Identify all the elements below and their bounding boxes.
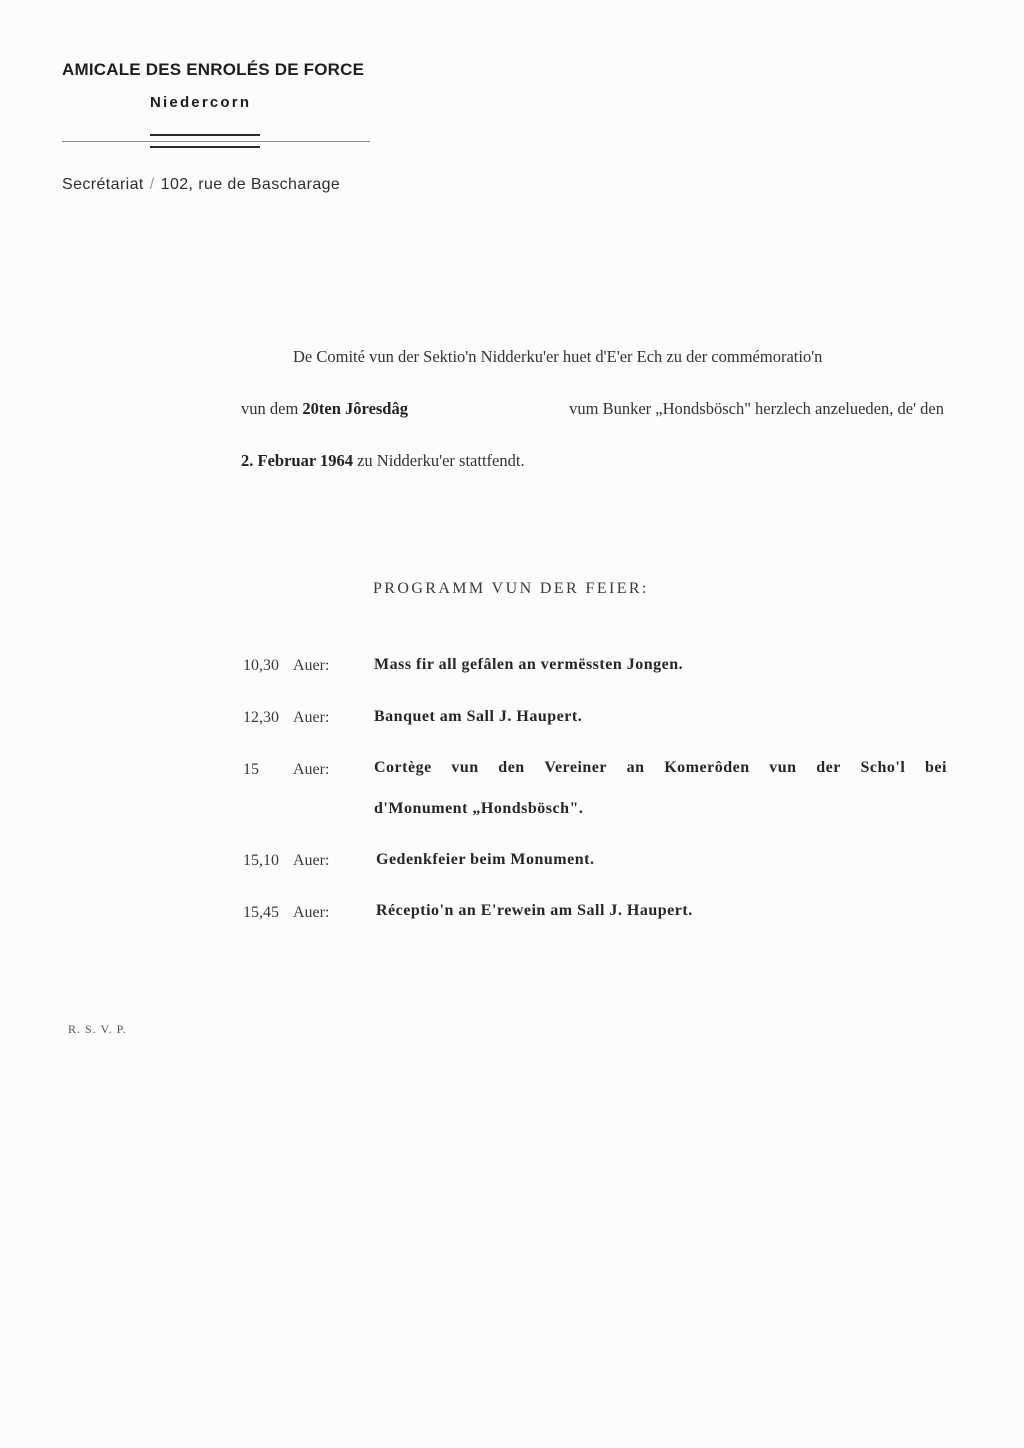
program-time: 15 Auer: <box>243 761 330 778</box>
secretariat-address <box>62 176 340 194</box>
anniversary-text: 20ten Jôresdâg <box>302 399 408 418</box>
organization-name: AMICALE DES ENROLÉS DE FORCE <box>62 60 365 79</box>
program-title: PROGRAMM VUN DER FEIER: <box>373 580 649 597</box>
event-date: 2. Februar 1964 <box>241 451 353 470</box>
rsvp-note: R. S. V. P. <box>68 1022 127 1036</box>
secretariat-label: Secrétariat <box>62 176 144 193</box>
description-word: an <box>626 759 645 776</box>
description-word: den <box>498 759 525 776</box>
intro-line-3: 2. Februar 1964 zu Nidderku'er stattfendt. <box>241 451 525 470</box>
program-time: 12,30 Auer: <box>243 709 330 726</box>
header-double-rule-bottom <box>150 146 260 148</box>
address-text: 102, rue de Bascharage <box>160 176 341 193</box>
description-word: bei <box>924 759 947 776</box>
program-time: 15,10 Auer: <box>243 852 330 869</box>
header-double-rule-top <box>150 134 260 136</box>
address-separator: / <box>149 176 155 193</box>
description-word: vun <box>451 759 479 776</box>
description-word: der <box>816 759 841 776</box>
program-description-continued: d'Monument „Hondsbösch". <box>374 800 584 817</box>
description-word: Vereiner <box>544 759 608 776</box>
organization-city: Niedercorn <box>150 94 252 111</box>
intro-line-2-start: vun dem 20ten Jôresdâg <box>241 399 408 418</box>
description-word: Scho'l <box>860 759 906 776</box>
program-description <box>374 759 947 777</box>
program-description: Réceptio'n an E'rewein am Sall J. Haupert. <box>376 902 693 919</box>
intro-line-1: De Comité vun der Sektio'n Nidderku'er huet d'E'er Ech zu der commémoratio'n <box>293 347 823 366</box>
program-time: 15,45 Auer: <box>243 904 330 921</box>
header-rule <box>62 141 370 142</box>
intro-line-2-rest: vum Bunker „Hondsbösch" herzlech anzelueden, de' den <box>569 399 944 418</box>
program-time: 10,30 Auer: <box>243 657 330 674</box>
program-description: Mass fir all gefâlen an vermëssten Jongen. <box>374 656 684 673</box>
intro-line-2 <box>241 399 944 419</box>
description-word: Cortège <box>374 759 432 776</box>
program-description-justified <box>374 759 947 777</box>
description-word: Komerôden <box>664 759 750 776</box>
program-description: Gedenkfeier beim Monument. <box>376 851 595 868</box>
program-description: Banquet am Sall J. Haupert. <box>374 708 583 725</box>
description-word: vun <box>769 759 797 776</box>
